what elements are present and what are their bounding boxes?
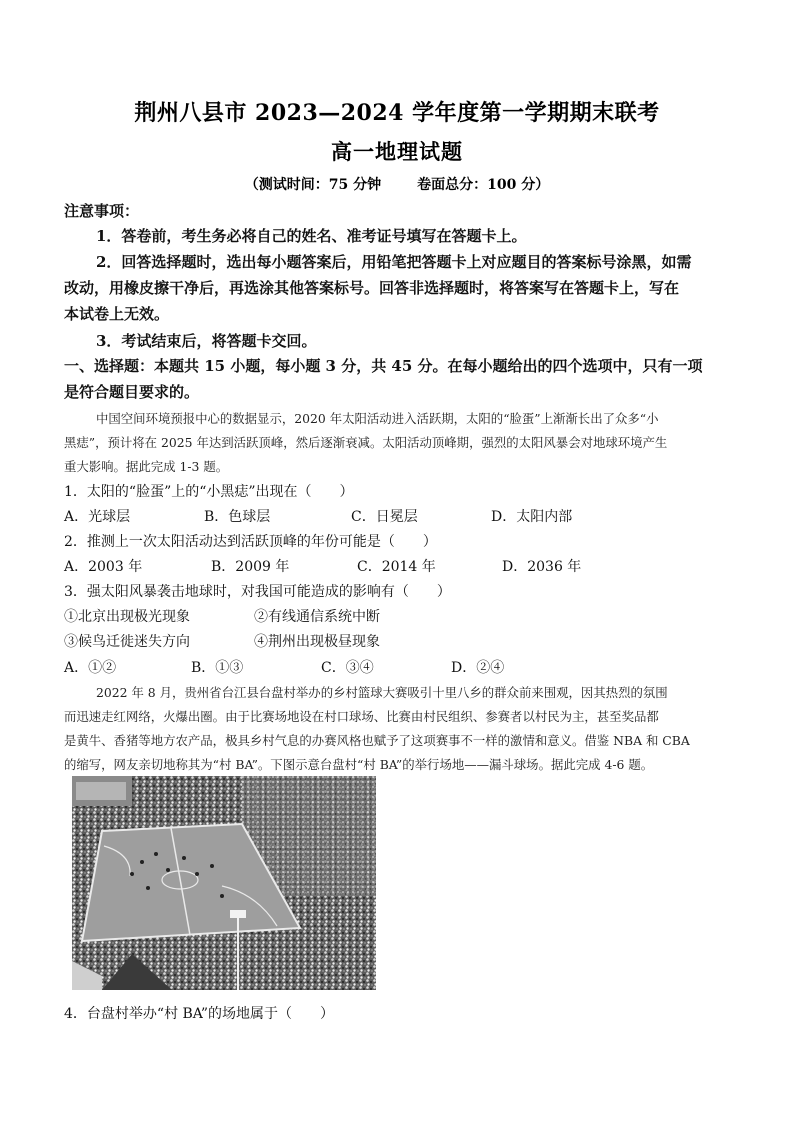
passage-1-line-1: 中国空间环境预报中心的数据显示，2020 年太阳活动进入活跃期，太阳的“脸蛋”上渐渐长出了众多“小 — [96, 411, 659, 426]
exam-info — [0, 174, 794, 194]
q3-statement-4: ④荆州出现极昼现象 — [254, 634, 380, 650]
exam-subtitle: 高一地理试题 — [331, 139, 463, 164]
passage-1-line-2: 黑痣”，预计将在 2025 年达到活跃顶峰，然后逐渐衰减。太阳活动顶峰期，强烈的太阳风暴会对地球环境产生 — [64, 435, 668, 450]
note-2-line-3: 本试卷上无效。 — [64, 305, 170, 323]
score-info: 卷面总分：100 分） — [417, 177, 550, 193]
passage-2-line-3: 是黄牛、香猪等地方农产品，极具乡村气息的办赛风格也赋予了这项赛事不一样的激情和意义。借鉴 NBA 和 CBA — [64, 733, 690, 748]
section-heading-line-2: 是符合题目要求的。 — [64, 383, 200, 401]
q2-option-b: B．2009 年 — [211, 559, 290, 575]
notes-heading: 注意事项： — [64, 202, 140, 220]
q3-option-b: B．①③ — [191, 660, 244, 676]
time-info: （测试时间：75 分钟 — [244, 177, 382, 193]
note-2-line-2: 改动，用橡皮擦干净后，再选涂其他答案标号。回答非选择题时，将答案写在答题卡上，写在 — [64, 279, 680, 297]
q3-statement-1: ①北京出现极光现象 — [64, 609, 190, 625]
note-2-line-1: 2．回答选择题时，选出每小题答案后，用铅笔把答题卡上对应题目的答案标号涂黑，如需 — [96, 253, 692, 271]
note-1: 1．答卷前，考生务必将自己的姓名、准考证号填写在答题卡上。 — [96, 227, 527, 245]
q3-statement-3: ③候鸟迁徙迷失方向 — [64, 634, 190, 650]
funnel-court-photo — [72, 776, 376, 990]
q1-option-c: C．日冕层 — [351, 509, 418, 525]
q3-option-c: C．③④ — [321, 660, 374, 676]
q2-option-a: A．2003 年 — [64, 559, 143, 575]
passage-2-line-1: 2022 年 8 月，贵州省台江县台盘村举办的乡村篮球大赛吸引十里八乡的群众前来围观，因其热烈的氛围 — [96, 685, 668, 700]
q1-option-b: B．色球层 — [204, 509, 271, 525]
q3-option-a: A．①② — [64, 660, 117, 676]
passage-2-line-4: 的缩写，网友亲切地称其为“村 BA”。下图示意台盘村“村 BA”的举行场地——漏斗球场。据此完成 4-6 题。 — [64, 757, 654, 772]
q2-option-c: C．2014 年 — [357, 559, 436, 575]
question-1-stem: 1．太阳的“脸蛋”上的“小黑痣”出现在（ ） — [64, 484, 354, 500]
note-3: 3．考试结束后，将答题卡交回。 — [96, 332, 317, 350]
question-4-stem: 4．台盘村举办“村 BA”的场地属于（ ） — [64, 1006, 335, 1022]
exam-title: 荆州八县市 2023—2024 学年度第一学期期末联考 — [134, 100, 660, 126]
passage-2-line-2: 而迅速走红网络，火爆出圈。由于比赛场地设在村口球场、比赛由村民组织、参赛者以村民为主，甚至奖品都 — [64, 709, 659, 724]
question-3-stem: 3．强太阳风暴袭击地球时，对我国可能造成的影响有（ ） — [64, 584, 451, 600]
question-2-stem: 2．推测上一次太阳活动达到活跃顶峰的年份可能是（ ） — [64, 534, 437, 550]
q1-option-d: D．太阳内部 — [491, 509, 573, 525]
q1-option-a: A．光球层 — [64, 509, 131, 525]
passage-1-line-3: 重大影响。据此完成 1-3 题。 — [64, 459, 229, 474]
q3-option-d: D．②④ — [451, 660, 505, 676]
q2-option-d: D．2036 年 — [502, 559, 582, 575]
section-heading-line-1: 一、选择题：本题共 15 小题，每小题 3 分，共 45 分。在每小题给出的四个选项中，只有一项 — [64, 357, 703, 375]
q3-statement-2: ②有线通信系统中断 — [254, 609, 380, 625]
